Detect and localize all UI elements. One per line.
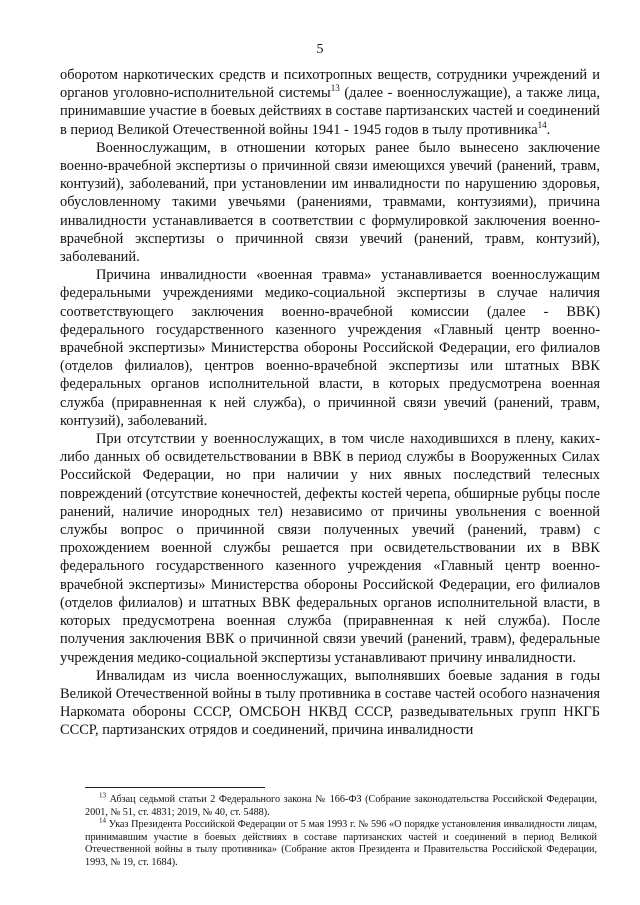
footnote-mark: 13 [99,791,106,800]
paragraph: Военнослужащим, в отношении которых ранее было вынесено заключение военно-врачебной экспертизы о причинной связи имеющихся увечий (ранений, травм, контузий), заболеваний, при установлении им инвалидности по нарушению здоровья, обусловленному такими увечьями (ранениями, травмами, контузиями), причина инвалидности устанавливается в соответствии с формулировкой заключения военно-врачебной экспертизы о причинной связи увечий (ранений, травм, контузий), заболеваний. [60,139,600,266]
paragraph [60,66,600,139]
footnote-mark: 14 [99,816,106,825]
page-number: 5 [316,42,324,57]
footnote-text: Указ Президента Российской Федерации от 5 мая 1993 г. № 596 «О порядке установления инвалидности лицам, принимавшим участие в боевых действиях в составе партизанских частей и соединений в период Великой Отечественной войны в тылу противника» (Собрание актов Президента и Правительства Российской Федерации, 1993, № 19, ст. 1684). [85,819,597,868]
footnote-divider [85,787,265,788]
footnote-ref: 14 [537,119,547,130]
paragraph-text: . [546,121,551,138]
paragraph-text: оборотом наркотических средств и психотропных веществ, сотрудники учреждений и органов уголовно-исполнительной системы [60,67,600,102]
footnote [85,816,597,869]
footnote [85,791,597,819]
footnotes [85,791,597,870]
body-text [60,66,600,740]
paragraph-text: (далее - военнослужащие), а также лица, принимавшие участие в боевых действиях в составе партизанских частей и соединений в период Великой Отечественной войны 1941 - 1945 годов в тылу противника [60,85,601,138]
footnote-ref: 13 [330,83,340,94]
footnote-text: Абзац седьмой статьи 2 Федерального закона № 166-ФЗ (Собрание законодательства Российской Федерации, 2001, № 51, ст. 4831; 2019, № 40, ст. 5488). [85,794,597,818]
paragraph: Причина инвалидности «военная травма» устанавливается военнослужащим федеральными учреждениями медико-социальной экспертизы в случае наличия соответствующего заключения военно-врачебной комиссии (далее - ВВК) федерального государственного казенного учреждения «Главный центр военно-врачебной экспертизы» Министерства обороны Российской Федерации, его филиалов (отделов филиалов), центров военно-врачебной экспертизы или штатных ВВК федеральных органов исполнительной власти, в которых предусмотрена военная служба (приравненная к ней служба), о причинной связи увечий (ранений, травм, контузий), заболеваний. [60,267,600,429]
paragraph: Инвалидам из числа военнослужащих, выполнявших боевые задания в годы Великой Отечественной войны в тылу противника в составе частей особого назначения Наркомата обороны СССР, ОМСБОН НКВД СССР, разведывательных групп НКГБ СССР, партизанских отрядов и соединений, причина инвалидности [60,667,600,739]
paragraph: При отсутствии у военнослужащих, в том числе находившихся в плену, каких-либо данных об освидетельствовании в ВВК в период службы в Вооруженных Силах Российской Федерации, но при наличии у них явных последствий телесных повреждений (отсутствие конечностей, дефекты костей черепа, обширные рубцы после ранений, наличие инородных тел) независимо от причины увольнения с военной службы вопрос о причинной связи полученных увечий (ранений, травм) с прохождением военной службы решается при освидетельствовании их в ВВК федерального государственного казенного учреждения «Главный центр военно-врачебной экспертизы» Министерства обороны Российской Федерации, его филиалов (отделов филиалов) и штатных ВВК федеральных органов исполнительной власти, в которых предусмотрена военная служба (приравненная к ней служба). После получения заключения ВВК о причинной связи увечий (ранений, травм), федеральные учреждения медико-социальной экспертизы устанавливают причину инвалидности. [60,431,600,666]
